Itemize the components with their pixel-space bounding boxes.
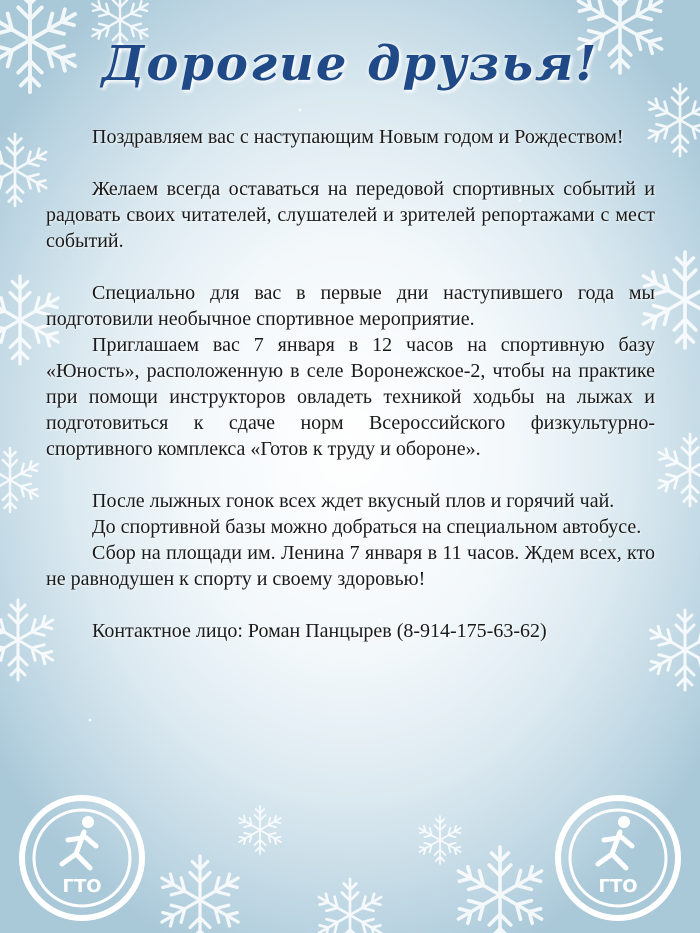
paragraph-contact: Контактное лицо: Роман Панцырев (8-914-175-63-62) — [92, 620, 547, 642]
runner-icon — [62, 816, 96, 868]
runner-icon — [598, 816, 632, 868]
gto-label: ГТО — [598, 876, 638, 897]
gto-badge-left — [12, 788, 152, 928]
paragraph-after-race: После лыжных гонок всех ждет вкусный плов и горячий чай. — [92, 490, 615, 512]
paragraph-invitation: Приглашаем вас 7 января в 12 часов на спортивную базу «Юность», расположенную в селе Воронежское-2, чтобы на практике при помощи инструкторов овладеть техникой ходьбы на лыжах и подготовиться к сдаче норм Всероссийского физкультурно-спортивного комплекса «Готов к труду и обороне». — [46, 334, 655, 460]
letter-body — [46, 124, 655, 644]
paragraph-event-intro: Специально для вас в первые дни наступившего года мы подготовили необычное спортивное мероприятие. — [46, 282, 655, 330]
page-title: Дорогие друзья! — [101, 36, 599, 92]
gto-badge-right — [548, 788, 688, 928]
gto-label: ГТО — [62, 876, 102, 897]
paragraph-transport: До спортивной базы можно добраться на специальном автобусе. — [92, 516, 642, 538]
paragraph-greeting: Поздравляем вас с наступающим Новым годом и Рождеством! — [92, 126, 624, 148]
paragraph-meeting-point: Сбор на площади им. Ленина 7 января в 11 часов. Ждем всех, кто не равнодушен к спорту и своему здоровью! — [46, 542, 655, 590]
paragraph-wishes: Желаем всегда оставаться на передовой спортивных событий и радовать своих читателей, слушателей и зрителей репортажами с мест событий. — [46, 178, 655, 252]
